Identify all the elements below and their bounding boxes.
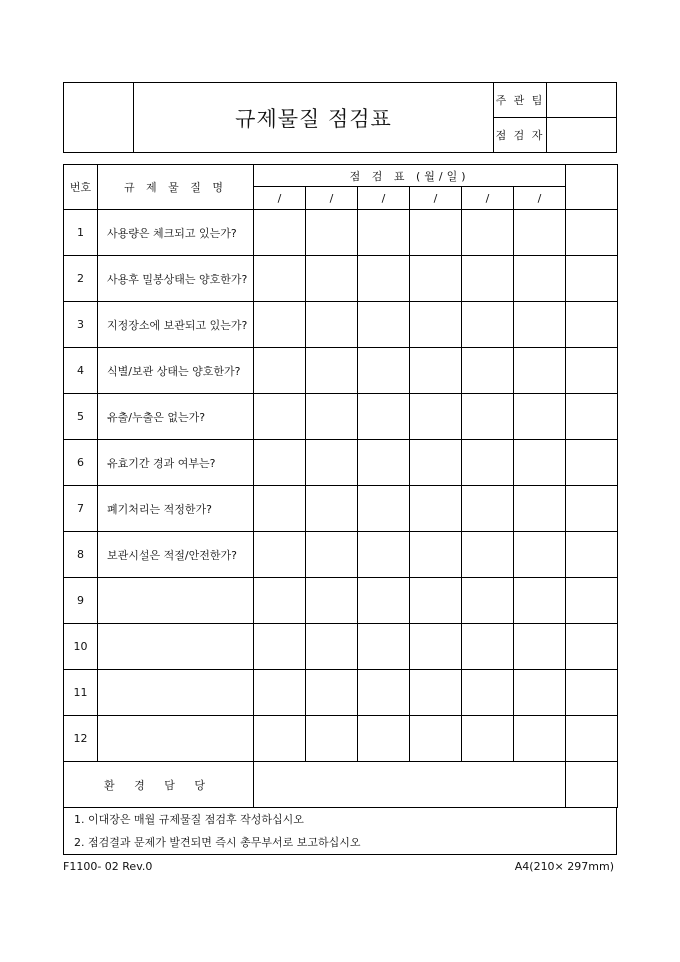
check-cell[interactable] [514, 348, 566, 394]
row-item: 사용후 밀봉상태는 양호한가? [98, 256, 254, 302]
date-cell[interactable]: / [462, 187, 514, 210]
row-item [98, 670, 254, 716]
row-number: 8 [64, 532, 98, 578]
check-cell[interactable] [254, 578, 306, 624]
check-cell[interactable] [410, 532, 462, 578]
check-table [63, 164, 618, 808]
check-cell[interactable] [410, 716, 462, 762]
date-cell[interactable]: / [514, 187, 566, 210]
table-row [64, 486, 618, 532]
check-cell[interactable] [566, 670, 618, 716]
check-cell[interactable] [254, 302, 306, 348]
table-row [64, 348, 618, 394]
check-cell[interactable] [410, 348, 462, 394]
check-cell[interactable] [358, 256, 410, 302]
check-cell[interactable] [306, 210, 358, 256]
check-cell[interactable] [462, 210, 514, 256]
check-cell[interactable] [410, 210, 462, 256]
team-label: 주 관 팀 [494, 83, 547, 118]
row-number: 10 [64, 624, 98, 670]
row-number: 11 [64, 670, 98, 716]
check-cell[interactable] [358, 624, 410, 670]
check-cell[interactable] [306, 486, 358, 532]
row-number: 4 [64, 348, 98, 394]
row-number: 2 [64, 256, 98, 302]
table-row [64, 302, 618, 348]
check-cell[interactable] [358, 486, 410, 532]
check-cell[interactable] [566, 256, 618, 302]
team-value[interactable] [547, 83, 617, 118]
date-cell[interactable]: / [306, 187, 358, 210]
check-cell[interactable] [462, 578, 514, 624]
check-cell[interactable] [254, 670, 306, 716]
manager-extra[interactable] [566, 762, 618, 808]
check-cell[interactable] [462, 440, 514, 486]
row-number: 3 [64, 302, 98, 348]
note-1: 1. 이대장은 매월 규제물질 점검후 작성하십시오 [74, 813, 304, 826]
check-cell[interactable] [514, 210, 566, 256]
paper-size: A4(210× 297mm) [514, 860, 614, 873]
check-cell[interactable] [566, 624, 618, 670]
check-cell[interactable] [410, 256, 462, 302]
check-cell[interactable] [514, 256, 566, 302]
table-row [64, 670, 618, 716]
manager-value[interactable] [254, 762, 566, 808]
check-cell[interactable] [410, 624, 462, 670]
check-cell[interactable] [358, 348, 410, 394]
check-cell[interactable] [566, 716, 618, 762]
row-item: 폐기처리는 적정한가? [98, 486, 254, 532]
check-cell[interactable] [358, 716, 410, 762]
manager-label: 환 경 담 당 [64, 762, 254, 808]
check-cell[interactable] [254, 486, 306, 532]
check-cell[interactable] [566, 302, 618, 348]
check-cell[interactable] [566, 394, 618, 440]
check-cell[interactable] [306, 716, 358, 762]
check-cell[interactable] [358, 302, 410, 348]
note-2: 2. 점검결과 문제가 발견되면 즉시 총무부서로 보고하십시오 [74, 836, 361, 849]
check-cell[interactable] [514, 578, 566, 624]
check-cell[interactable] [566, 578, 618, 624]
check-cell[interactable] [410, 394, 462, 440]
check-cell[interactable] [514, 486, 566, 532]
check-cell[interactable] [462, 670, 514, 716]
check-cell[interactable] [306, 624, 358, 670]
check-cell[interactable] [358, 532, 410, 578]
row-item: 유효기간 경과 여부는? [98, 440, 254, 486]
row-item: 사용량은 체크되고 있는가? [98, 210, 254, 256]
check-cell[interactable] [306, 578, 358, 624]
row-item [98, 624, 254, 670]
check-cell[interactable] [254, 394, 306, 440]
row-item [98, 716, 254, 762]
logo-cell [64, 83, 134, 153]
check-cell[interactable] [514, 440, 566, 486]
table-row [64, 210, 618, 256]
table-row [64, 578, 618, 624]
col-extra-header [566, 165, 618, 210]
check-cell[interactable] [566, 486, 618, 532]
check-cell[interactable] [306, 532, 358, 578]
table-row [64, 256, 618, 302]
check-cell[interactable] [358, 670, 410, 716]
check-cell[interactable] [410, 440, 462, 486]
check-cell[interactable] [306, 670, 358, 716]
check-cell[interactable] [514, 532, 566, 578]
check-cell[interactable] [358, 440, 410, 486]
col-no-header: 번호 [64, 165, 98, 210]
table-row [64, 624, 618, 670]
check-cell[interactable] [358, 210, 410, 256]
check-cell[interactable] [254, 440, 306, 486]
table-row [64, 394, 618, 440]
check-cell[interactable] [462, 394, 514, 440]
check-cell[interactable] [514, 670, 566, 716]
check-cell[interactable] [514, 394, 566, 440]
check-cell[interactable] [410, 486, 462, 532]
inspector-label: 점 검 자 [494, 118, 547, 153]
table-row [64, 716, 618, 762]
check-cell[interactable] [410, 578, 462, 624]
col-name-header: 규 제 물 질 명 [98, 165, 254, 210]
check-cell[interactable] [306, 394, 358, 440]
row-number: 9 [64, 578, 98, 624]
col-check-header: 점 검 표 (월/일) [254, 165, 566, 187]
date-cell[interactable]: / [358, 187, 410, 210]
check-cell[interactable] [254, 348, 306, 394]
check-cell[interactable] [254, 210, 306, 256]
check-cell[interactable] [566, 348, 618, 394]
row-number: 12 [64, 716, 98, 762]
row-item: 보관시설은 적절/안전한가? [98, 532, 254, 578]
form-number: F1100- 02 Rev.0 [63, 860, 153, 873]
check-cell[interactable] [254, 532, 306, 578]
check-cell[interactable] [514, 716, 566, 762]
notes-block [63, 808, 617, 855]
check-cell[interactable] [306, 348, 358, 394]
check-cell[interactable] [306, 440, 358, 486]
table-row [64, 532, 618, 578]
row-number: 5 [64, 394, 98, 440]
row-number: 1 [64, 210, 98, 256]
row-item: 지정장소에 보관되고 있는가? [98, 302, 254, 348]
check-cell[interactable] [462, 624, 514, 670]
check-cell[interactable] [566, 532, 618, 578]
check-cell[interactable] [306, 256, 358, 302]
date-cell[interactable]: / [410, 187, 462, 210]
row-number: 7 [64, 486, 98, 532]
inspector-value[interactable] [547, 118, 617, 153]
row-item: 유출/누출은 없는가? [98, 394, 254, 440]
header-block [63, 82, 617, 153]
date-cell[interactable]: / [254, 187, 306, 210]
check-cell[interactable] [462, 256, 514, 302]
check-cell[interactable] [462, 532, 514, 578]
check-cell[interactable] [358, 394, 410, 440]
manager-row [64, 762, 618, 808]
check-cell[interactable] [254, 624, 306, 670]
table-row [64, 440, 618, 486]
check-cell[interactable] [514, 302, 566, 348]
row-item [98, 578, 254, 624]
check-cell[interactable] [410, 302, 462, 348]
check-cell[interactable] [462, 716, 514, 762]
page-title: 규제물질 점검표 [134, 83, 494, 153]
check-cell[interactable] [462, 486, 514, 532]
check-cell[interactable] [462, 302, 514, 348]
check-cell[interactable] [514, 624, 566, 670]
check-cell[interactable] [306, 302, 358, 348]
check-cell[interactable] [254, 716, 306, 762]
check-cell[interactable] [566, 440, 618, 486]
check-cell[interactable] [410, 670, 462, 716]
check-cell[interactable] [462, 348, 514, 394]
row-item: 식별/보관 상태는 양호한가? [98, 348, 254, 394]
check-cell[interactable] [358, 578, 410, 624]
check-cell[interactable] [254, 256, 306, 302]
check-cell[interactable] [566, 210, 618, 256]
row-number: 6 [64, 440, 98, 486]
